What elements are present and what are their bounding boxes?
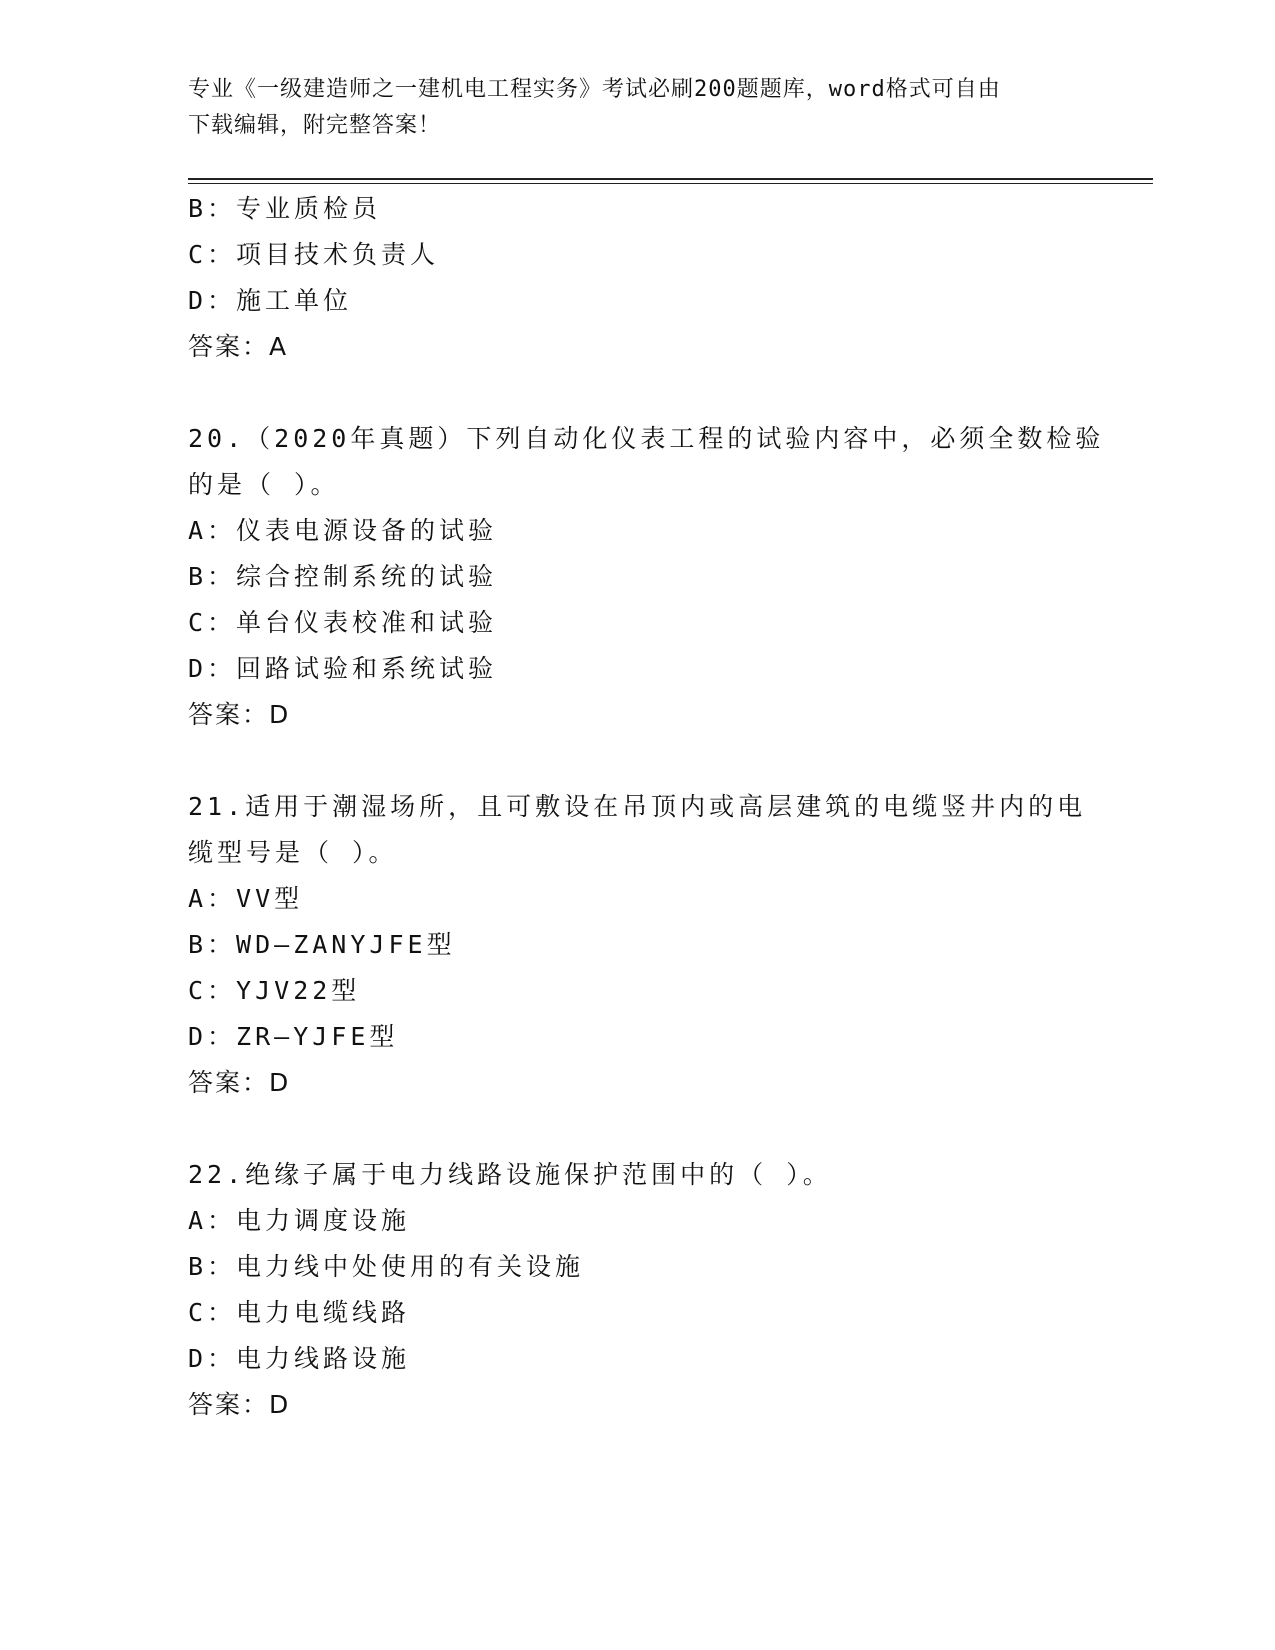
header-line-1: 专业《一级建造师之一建机电工程实务》考试必刷200题题库，word格式可自由 xyxy=(188,77,1001,102)
question-stem-cont: 的是（ ）。 xyxy=(188,470,340,499)
question-stem: 22.绝缘子属于电力线路设施保护范围中的（ ）。 xyxy=(188,1160,832,1189)
answer: 答案：D xyxy=(188,1068,291,1097)
question-list xyxy=(188,186,1105,1428)
option-c: C：电力电缆线路 xyxy=(188,1298,411,1327)
question-22 xyxy=(188,1152,1088,1428)
document-header xyxy=(188,72,1068,144)
option-a: A：仪表电源设备的试验 xyxy=(188,516,498,545)
option-a: A：VV型 xyxy=(188,884,304,913)
option-a: A：电力调度设施 xyxy=(188,1206,411,1235)
option-b: B：综合控制系统的试验 xyxy=(188,562,498,591)
answer: 答案：D xyxy=(188,1390,291,1419)
question-stem-cont: 缆型号是（ ）。 xyxy=(188,838,398,867)
question-21 xyxy=(188,784,1088,1106)
option-b: B：电力线中处使用的有关设施 xyxy=(188,1252,585,1281)
question-19-tail xyxy=(188,186,1088,370)
answer: 答案：A xyxy=(188,332,289,361)
option-d: D：回路试验和系统试验 xyxy=(188,654,498,683)
header-line-2: 下载编辑，附完整答案！ xyxy=(188,113,442,138)
option-d: D：电力线路设施 xyxy=(188,1344,411,1373)
option-c: C：单台仪表校准和试验 xyxy=(188,608,498,637)
option-b: B：专业质检员 xyxy=(188,194,382,223)
header-rule-thin xyxy=(188,183,1153,184)
header-rule xyxy=(188,178,1153,180)
option-d: D：施工单位 xyxy=(188,286,353,315)
question-20 xyxy=(188,416,1105,738)
option-c: C：项目技术负责人 xyxy=(188,240,440,269)
question-stem: 21.适用于潮湿场所，且可敷设在吊顶内或高层建筑的电缆竖井内的电 xyxy=(188,792,1087,821)
answer: 答案：D xyxy=(188,700,291,729)
option-d: D：ZR—YJFE型 xyxy=(188,1022,399,1051)
question-stem: 20.（2020年真题）下列自动化仪表工程的试验内容中，必须全数检验 xyxy=(188,424,1105,453)
option-b: B：WD—ZANYJFE型 xyxy=(188,930,456,959)
option-c: C：YJV22型 xyxy=(188,976,361,1005)
